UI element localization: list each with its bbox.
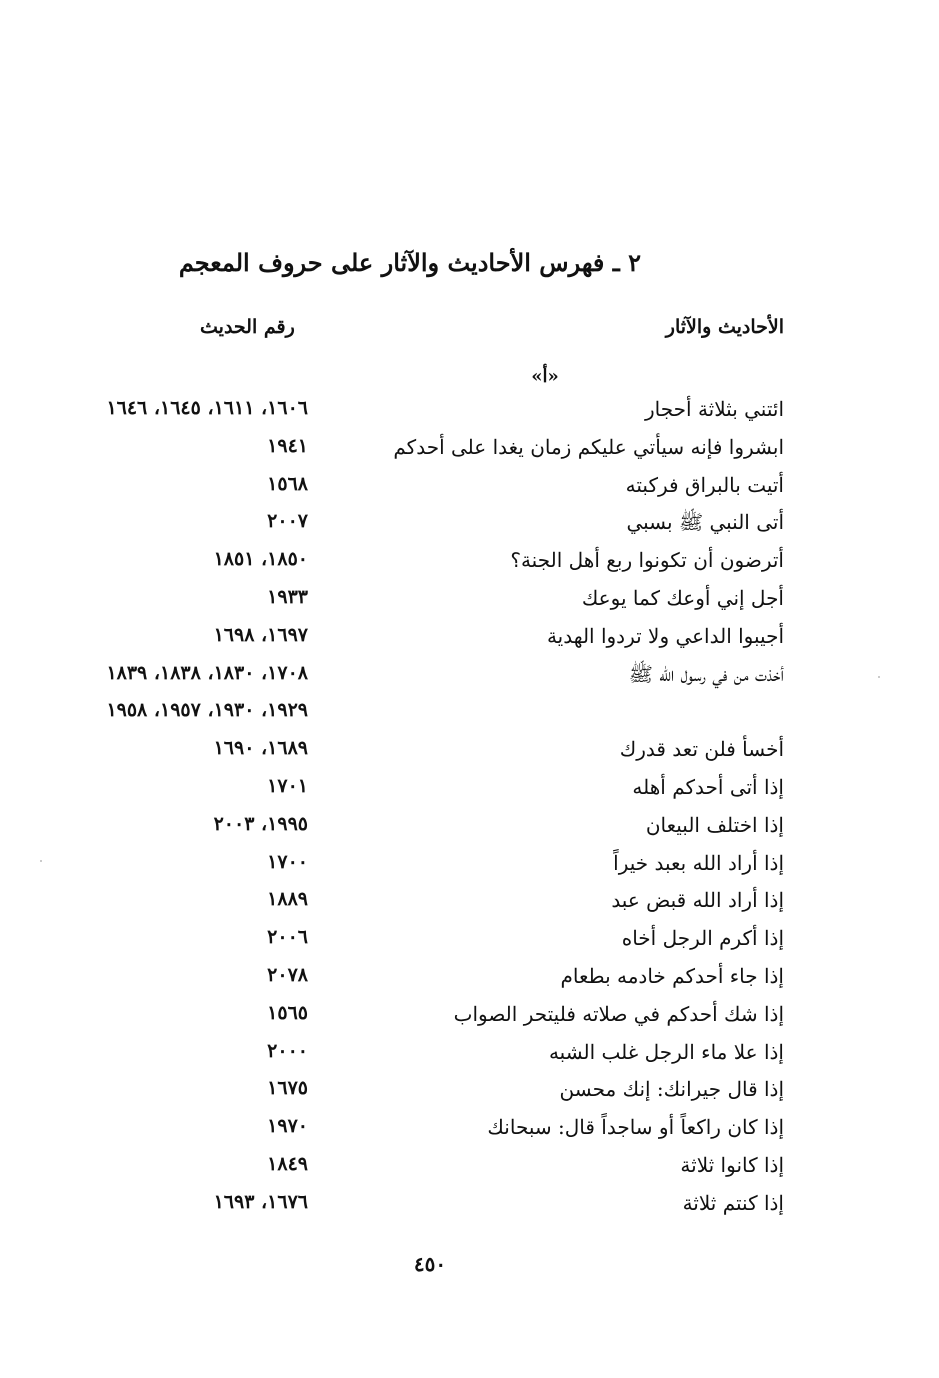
index-row [0, 960, 939, 998]
hadith-numbers: ١٩٩٥، ٢٠٠٣ [213, 812, 308, 835]
hadith-text: أجيبوا الداعي ولا تردوا الهدية [546, 623, 784, 648]
index-row [0, 1111, 939, 1149]
index-row [0, 506, 939, 544]
index-row [0, 695, 939, 733]
hadith-numbers: ١٨٨٩ [267, 888, 308, 911]
scan-speck [40, 860, 42, 862]
page-number: ٤٥٠ [413, 1252, 447, 1276]
column-header-number: رقم الحديث [200, 316, 295, 338]
hadith-numbers: ١٦٨٩، ١٦٩٠ [213, 737, 308, 760]
hadith-numbers: ٢٠٠٠ [267, 1039, 308, 1062]
hadith-numbers: ١٦٧٦، ١٦٩٣ [213, 1190, 308, 1213]
hadith-numbers: ٢٠٧٨ [267, 963, 308, 986]
index-row [0, 809, 939, 847]
hadith-text: إذا اختلف البيعان [645, 812, 784, 837]
index-row [0, 620, 939, 658]
hadith-text: إذا جاء أحدكم خادمه بطعام [560, 963, 784, 988]
index-row [0, 1187, 939, 1225]
index-row [0, 544, 939, 582]
hadith-text: أتى النبي ﷺ بسبي [626, 510, 784, 535]
index-row [0, 1073, 939, 1111]
hadith-text: ابشروا فإنه سيأتي عليكم زمان يغدا على أحدكم [393, 434, 784, 459]
index-row [0, 922, 939, 960]
hadith-text: إذا قال جيرانك: إنك محسن [559, 1077, 784, 1102]
hadith-text: إذا أراد الله بعبد خيراً [613, 850, 784, 875]
hadith-numbers: ١٩٤١ [267, 434, 308, 457]
hadith-text: ائتني بثلاثة أحجار [645, 397, 784, 421]
index-row [0, 1149, 939, 1187]
hadith-numbers: ٢٠٠٧ [267, 510, 308, 533]
index-row [0, 469, 939, 507]
index-row [0, 884, 939, 922]
index-row [0, 582, 939, 620]
hadith-text: أترضون أن تكونوا ربع أهل الجنة؟ [510, 548, 784, 573]
hadith-numbers: ١٩٣٣ [267, 585, 308, 608]
hadith-numbers: ١٥٦٥ [267, 1001, 308, 1024]
hadith-numbers: ١٩٧٠ [267, 1115, 308, 1138]
hadith-numbers: ١٧٠٨، ١٨٣٠، ١٨٣٨، ١٨٣٩ [106, 661, 308, 684]
hadith-numbers: ١٨٤٩ [267, 1152, 308, 1175]
hadith-text: أجل إني أوعك كما يوعك [581, 585, 784, 610]
hadith-text: إذا علا ماء الرجل غلب الشبه [548, 1039, 784, 1064]
index-title: ٢ ـ فهرس الأحاديث والآثار على حروف المعجم [178, 248, 641, 277]
index-row [0, 431, 939, 469]
index-row [0, 733, 939, 771]
hadith-text: إذا كان راكعاً أو ساجداً قال: سبحانك [487, 1115, 784, 1140]
index-row [0, 998, 939, 1036]
hadith-numbers: ١٥٦٨ [267, 472, 308, 495]
section-letter-alif: «أ» [531, 366, 559, 387]
index-row [0, 393, 939, 431]
hadith-text: إذا أراد الله قبض عبد [611, 888, 784, 913]
hadith-text: إذا كنتم ثلاثة [682, 1190, 784, 1215]
hadith-numbers: ١٧٠٠ [267, 850, 308, 873]
hadith-text: إذا أكرم الرجل أخاه [621, 926, 784, 951]
hadith-numbers: ١٦٧٥ [267, 1077, 308, 1100]
hadith-text: إذا كانوا ثلاثة [680, 1152, 784, 1177]
column-header-hadith: الأحاديث والآثار [665, 316, 784, 338]
index-row [0, 1036, 939, 1074]
hadith-numbers: ٢٠٠٦ [267, 926, 308, 949]
hadith-numbers: ١٧٠١ [267, 774, 308, 797]
hadith-text: إذا أتى أحدكم أهله [632, 774, 784, 799]
index-list [0, 393, 939, 1225]
index-row [0, 847, 939, 885]
hadith-text: أخسأ فلن تعد قدرك [619, 737, 784, 762]
hadith-text: أخذت من في رسول الله ﷺ [628, 661, 784, 686]
hadith-numbers: ١٦٠٦، ١٦١١، ١٦٤٥، ١٦٤٦ [106, 397, 308, 419]
hadith-text: أتيت بالبراق فركبته [625, 472, 784, 497]
hadith-text: إذا شك أحدكم في صلاته فليتحر الصواب [453, 1001, 784, 1026]
index-row [0, 658, 939, 696]
scan-speck [878, 676, 880, 678]
hadith-numbers: ١٩٢٩، ١٩٣٠، ١٩٥٧، ١٩٥٨ [106, 699, 308, 722]
index-row [0, 771, 939, 809]
hadith-numbers: ١٦٩٧، ١٦٩٨ [213, 623, 308, 646]
hadith-numbers: ١٨٥٠، ١٨٥١ [213, 548, 308, 571]
